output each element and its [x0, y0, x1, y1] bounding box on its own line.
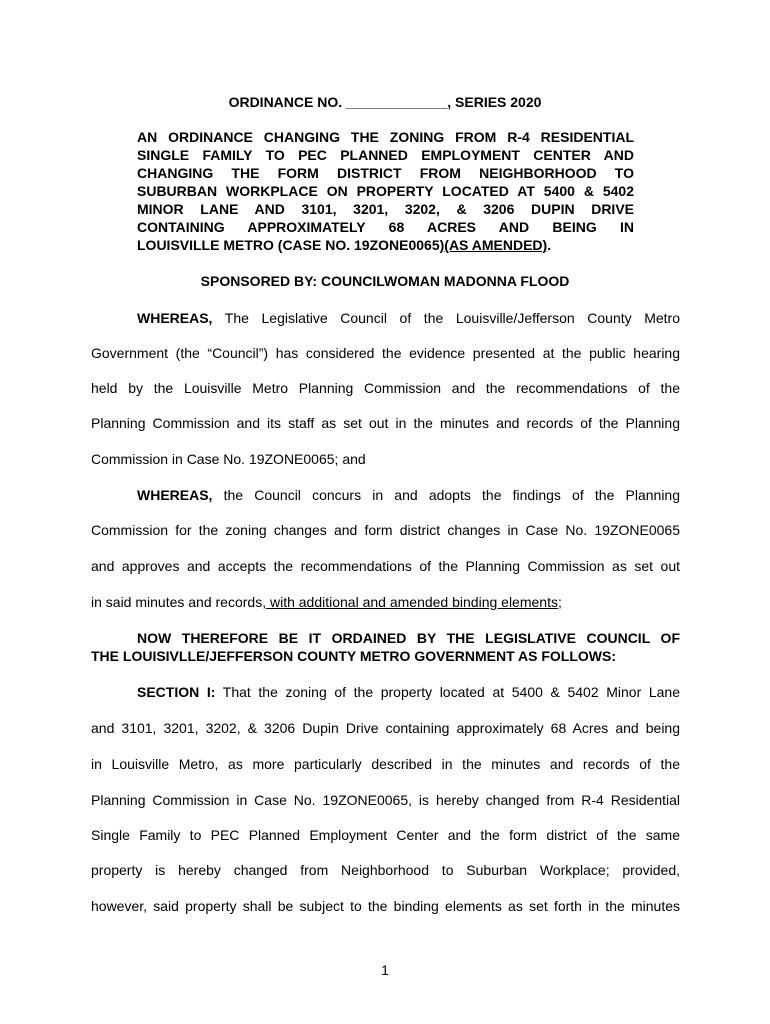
whereas2-last-line: [91, 594, 680, 611]
whereas1-first-line: [137, 310, 680, 327]
now-therefore-line2: THE LOUISIVLLE/JEFFERSON COUNTY METRO GOVERNMENT AS FOLLOWS:: [91, 648, 617, 664]
whereas2-amended-text: , with additional and amended binding elements: [262, 594, 558, 610]
title-period: .: [547, 237, 552, 253]
title-last-line: [137, 237, 634, 254]
section1-keyword: SECTION I:: [137, 684, 216, 700]
now-therefore-line1: NOW THEREFORE BE IT ORDAINED BY THE LEGISLATIVE COUNCIL OF: [137, 630, 680, 646]
whereas2-first-line: [137, 487, 680, 504]
title-line: SINGLE FAMILY TO PEC PLANNED EMPLOYMENT CENTER AND: [137, 147, 634, 163]
section1-first-line: [137, 684, 680, 701]
whereas2-line: Commission for the zoning changes and form district changes in Case No. 19ZONE0065: [91, 522, 680, 538]
ordinance-series: , SERIES 2020: [447, 94, 542, 110]
page-number: 1: [381, 962, 389, 978]
whereas2-first-text: the Council concurs in and adopts the findings of the Planning: [212, 487, 680, 503]
title-as-amended: (AS AMENDED): [444, 237, 548, 253]
ordinance-number-blank: _____________: [346, 94, 448, 110]
whereas1-line: Government (the “Council”) has considered the evidence presented at the public hearing: [91, 345, 680, 361]
sponsor-line: SPONSORED BY: COUNCILWOMAN MADONNA FLOOD: [200, 273, 570, 289]
title-line: SUBURBAN WORKPLACE ON PROPERTY LOCATED AT 5400 & 5402: [137, 183, 634, 199]
whereas-keyword: WHEREAS,: [137, 487, 213, 503]
section1-line: Planning Commission in Case No. 19ZONE0065, is hereby changed from R-4 Residential: [91, 792, 680, 808]
whereas-keyword: WHEREAS,: [137, 310, 213, 326]
section1-line: however, said property shall be subject to the binding elements as set forth in the minutes: [91, 898, 680, 914]
section1-line: and 3101, 3201, 3202, & 3206 Dupin Drive containing approximately 68 Acres and being: [91, 720, 680, 736]
title-line: CONTAINING APPROXIMATELY 68 ACRES AND BEING IN: [137, 219, 634, 235]
whereas2-line: and approves and accepts the recommendations of the Planning Commission as set out: [91, 558, 680, 574]
title-line: CHANGING THE FORM DISTRICT FROM NEIGHBORHOOD TO: [137, 165, 634, 181]
whereas2-last-text: in said minutes and records: [91, 594, 263, 610]
title-case-number: LOUISVILLE METRO (CASE NO. 19ZONE0065): [137, 237, 445, 253]
ordinance-heading: [0, 94, 770, 111]
whereas1-line: Planning Commission and its staff as set out in the minutes and records of the Planning: [91, 415, 680, 431]
title-line: AN ORDINANCE CHANGING THE ZONING FROM R-4 RESIDENTIAL: [137, 129, 634, 145]
whereas1-first-text: The Legislative Council of the Louisville/Jefferson County Metro: [212, 310, 680, 326]
whereas2-semicolon: ;: [557, 594, 562, 610]
section1-line: property is hereby changed from Neighborhood to Suburban Workplace; provided,: [91, 862, 680, 878]
title-line: MINOR LANE AND 3101, 3201, 3202, & 3206 DUPIN DRIVE: [137, 201, 634, 217]
whereas1-last-line: Commission in Case No. 19ZONE0065; and: [91, 451, 366, 467]
ordinance-prefix: ORDINANCE NO.: [228, 94, 347, 110]
section1-line: Single Family to PEC Planned Employment Center and the form district of the same: [91, 827, 680, 843]
section1-line: in Louisville Metro, as more particularly described in the minutes and records of the: [91, 756, 680, 772]
section1-first-text: That the zoning of the property located at 5400 & 5402 Minor Lane: [215, 684, 681, 700]
whereas1-line: held by the Louisville Metro Planning Commission and the recommendations of the: [91, 380, 680, 396]
